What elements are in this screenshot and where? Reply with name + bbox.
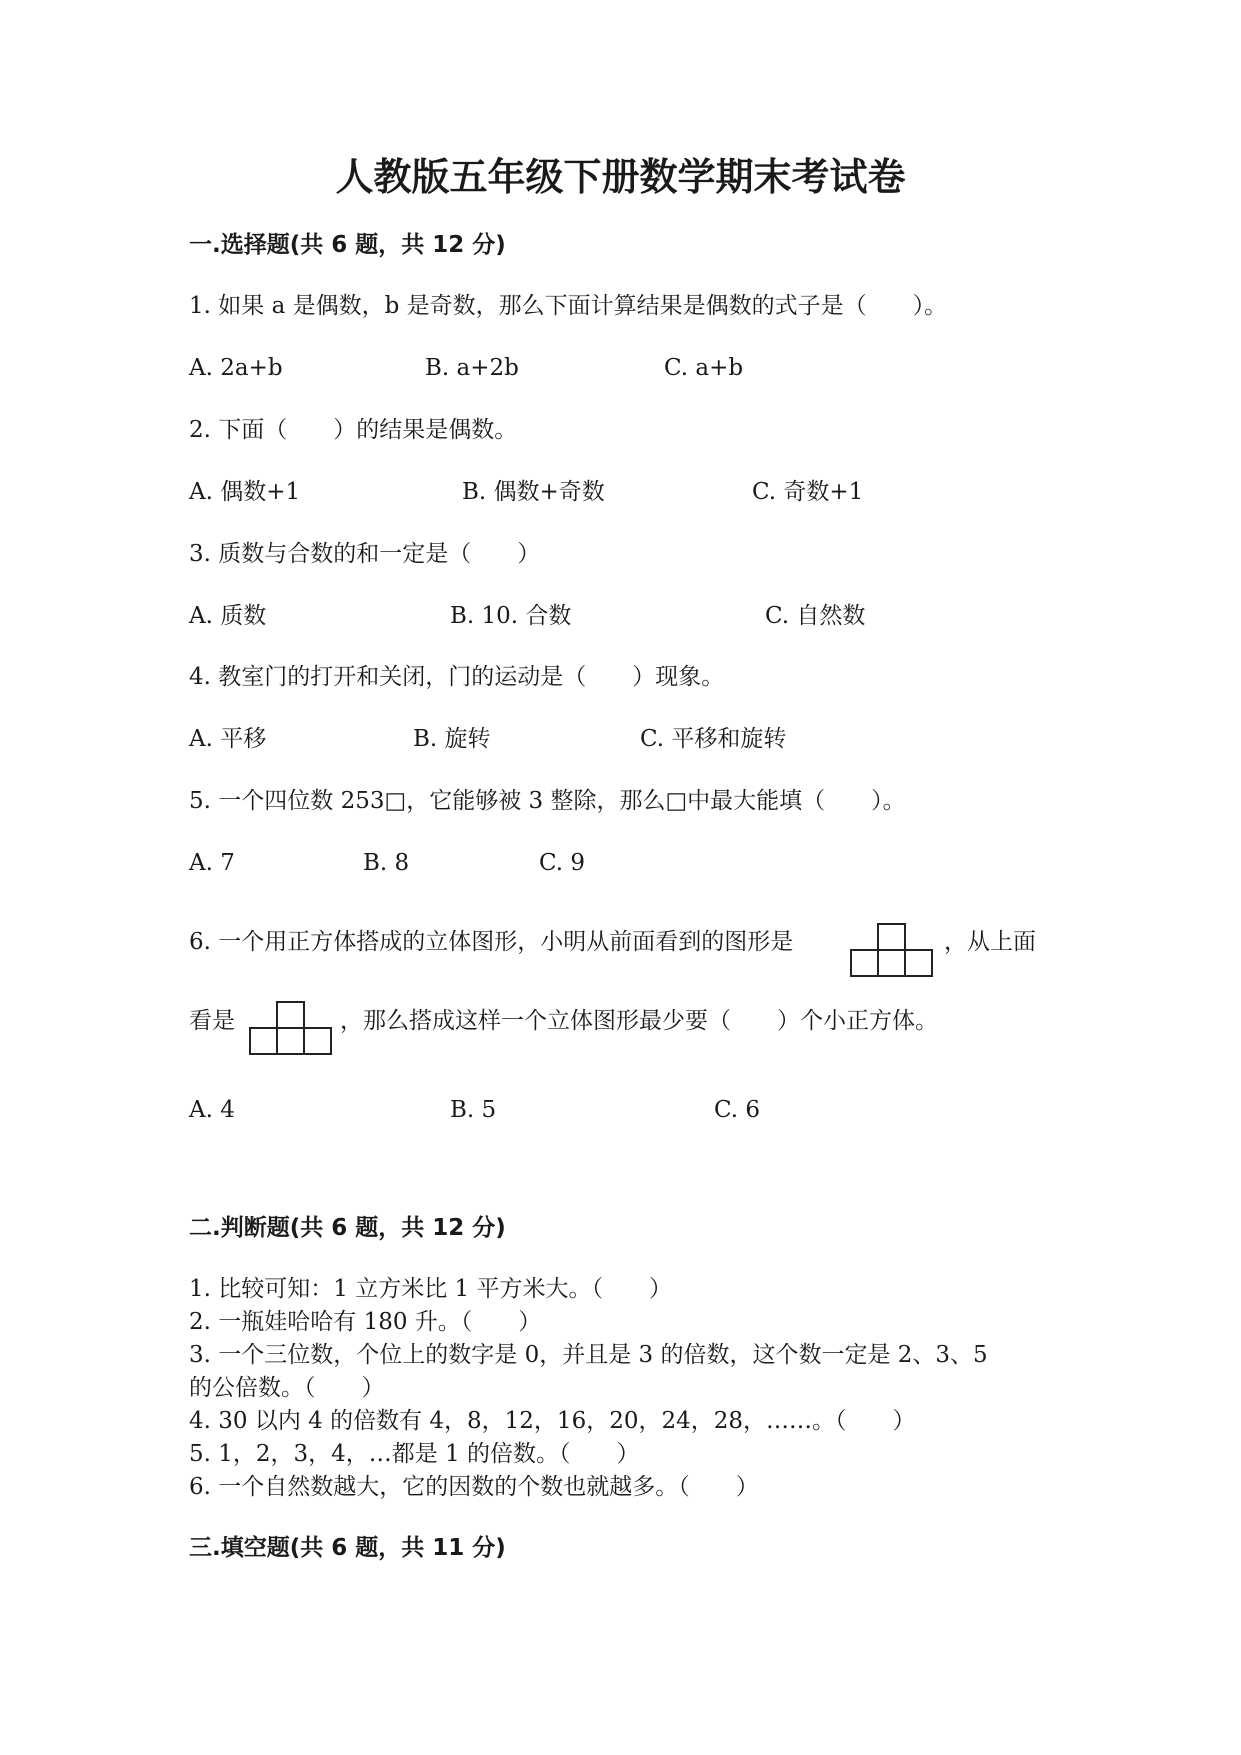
q1-option-b: B. a+2b: [425, 355, 519, 381]
judgment-item-2: 2. 一瓶娃哈哈有 180 升。（ ）: [189, 1309, 542, 1335]
q3-option-c: C. 自然数: [765, 603, 866, 629]
question-6-part1: 6. 一个用正方体搭成的立体图形，小明从前面看到的图形是: [189, 929, 794, 955]
q5-option-a: A. 7: [189, 850, 235, 876]
q6-option-a: A. 4: [189, 1097, 235, 1123]
judgment-item-3: 3. 一个三位数，个位上的数字是 0，并且是 3 的倍数，这个数一定是 2、3、5: [189, 1342, 988, 1368]
question-6-part3: 看是: [189, 1008, 235, 1034]
q1-option-c: C. a+b: [664, 355, 744, 381]
question-5: 5. 一个四位数 253□，它能够被 3 整除，那么□中最大能填（ ）。: [189, 788, 906, 814]
page-title: 人教版五年级下册数学期末考试卷: [335, 155, 906, 199]
judgment-item-3-cont: 的公倍数。（ ）: [189, 1375, 385, 1401]
question-4: 4. 教室门的打开和关闭，门的运动是（ ）现象。: [189, 664, 725, 690]
q2-option-b: B. 偶数+奇数: [462, 479, 605, 505]
question-2: 2. 下面（ ）的结果是偶数。: [189, 417, 518, 443]
q4-option-c: C. 平移和旋转: [640, 726, 787, 752]
question-6-part2: ，从上面: [944, 929, 1036, 955]
q6-option-c: C. 6: [714, 1097, 761, 1123]
section-heading-judgment: 二.判断题(共 6 题，共 12 分): [189, 1215, 506, 1241]
section-heading-choice: 一.选择题(共 6 题，共 12 分): [189, 232, 506, 258]
q5-option-c: C. 9: [539, 850, 586, 876]
question-3: 3. 质数与合数的和一定是（ ）: [189, 541, 541, 567]
judgment-item-4: 4. 30 以内 4 的倍数有 4，8，12，16，20，24，28，……。（ ）: [189, 1408, 916, 1434]
q4-option-b: B. 旋转: [413, 726, 491, 752]
judgment-item-6: 6. 一个自然数越大，它的因数的个数也就越多。（ ）: [189, 1474, 759, 1500]
q2-option-c: C. 奇数+1: [752, 479, 864, 505]
q1-option-a: A. 2a+b: [189, 355, 283, 381]
question-1: 1. 如果 a 是偶数，b 是奇数，那么下面计算结果是偶数的式子是（ ）。: [189, 293, 948, 319]
q4-option-a: A. 平移: [189, 726, 267, 752]
judgment-item-5: 5. 1，2，3，4，…都是 1 的倍数。（ ）: [189, 1441, 640, 1467]
top-view-figure: [248, 1000, 336, 1056]
q5-option-b: B. 8: [363, 850, 410, 876]
section-heading-fill-blank: 三.填空题(共 6 题，共 11 分): [189, 1535, 506, 1561]
q6-option-b: B. 5: [450, 1097, 497, 1123]
judgment-item-1: 1. 比较可知：1 立方米比 1 平方米大。（ ）: [189, 1276, 672, 1302]
q3-option-a: A. 质数: [189, 603, 267, 629]
question-6-part4: ，那么搭成这样一个立体图形最少要（ ）个小正方体。: [340, 1008, 938, 1034]
q2-option-a: A. 偶数+1: [189, 479, 301, 505]
q3-option-b: B. 10. 合数: [450, 603, 572, 629]
front-view-figure: [849, 922, 937, 978]
